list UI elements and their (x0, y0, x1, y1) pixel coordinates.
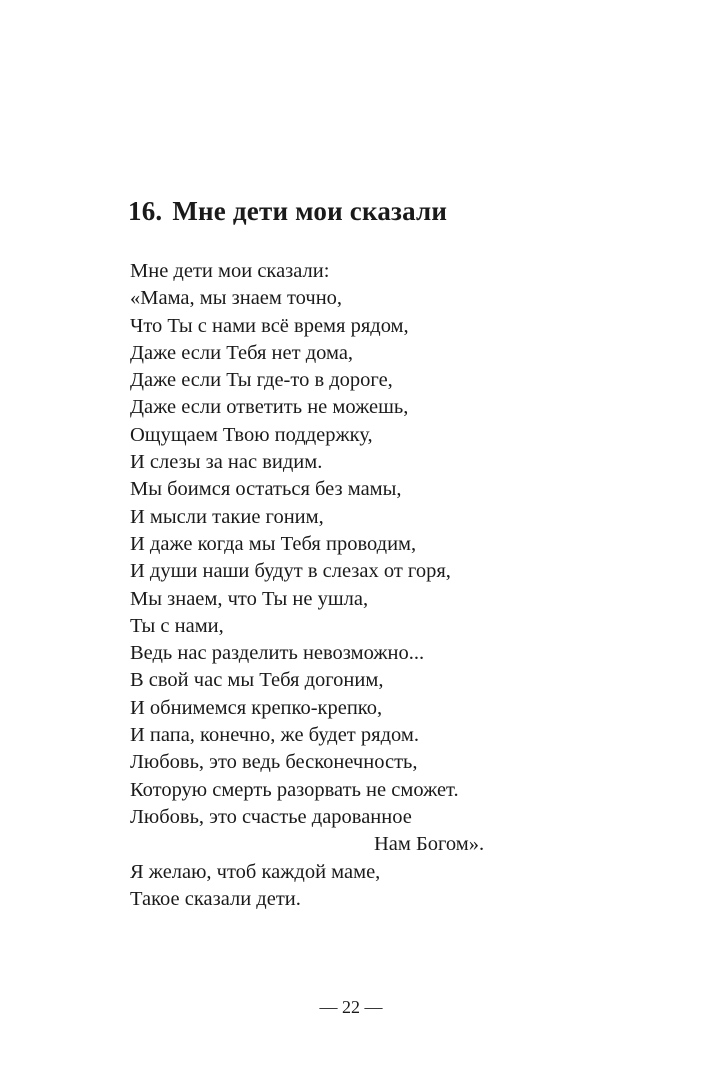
poem-line: Мы знаем, что Ты не ушла, (130, 587, 369, 610)
poem-title-text: Мне дети мои сказали (172, 196, 448, 226)
poem-line: В свой час мы Тебя догоним, (130, 669, 384, 692)
poem-line: Которую смерть разорвать не сможет. (130, 778, 459, 801)
poem-line: Такое сказали дети. (130, 887, 301, 910)
poem-line: Любовь, это ведь бесконечность, (130, 751, 418, 774)
poem-line: Мы боимся остаться без мамы, (130, 478, 402, 501)
poem-line: Даже если Тебя нет дома, (130, 341, 354, 364)
poem-line: Ощущаем Твою поддержку, (130, 423, 373, 446)
poem-line: Что Ты с нами всё время рядом, (130, 314, 409, 337)
poem-line: Даже если Ты где-то в дороге, (130, 369, 393, 392)
poem-line: «Мама, мы знаем точно, (130, 287, 343, 310)
poem-line: И папа, конечно, же будет рядом. (130, 724, 419, 747)
poem-body (130, 258, 484, 913)
page-number: — 22 — (319, 997, 383, 1017)
poem-line: И даже когда мы Тебя проводим, (130, 532, 417, 555)
poem-line-indented: Нам Богом». (374, 833, 485, 856)
poem-line: Мне дети мои сказали: (130, 260, 330, 282)
poem-line: Я желаю, чтоб каждой маме, (130, 860, 381, 883)
poem-number: 16. (128, 196, 163, 226)
poem-title (128, 196, 447, 227)
poem-line: Ты с нами, (130, 614, 224, 637)
poem-line: И слезы за нас видим. (130, 451, 323, 474)
poem-line: Любовь, это счастье дарованное (130, 805, 412, 828)
poem-line: И обнимемся крепко-крепко, (130, 696, 383, 719)
poem-line: И души наши будут в слезах от горя, (130, 560, 451, 583)
poem-line: Даже если ответить не можешь, (130, 396, 409, 419)
poem-line: И мысли такие гоним, (130, 505, 324, 528)
poem-line: Ведь нас разделить невозможно... (130, 642, 425, 665)
